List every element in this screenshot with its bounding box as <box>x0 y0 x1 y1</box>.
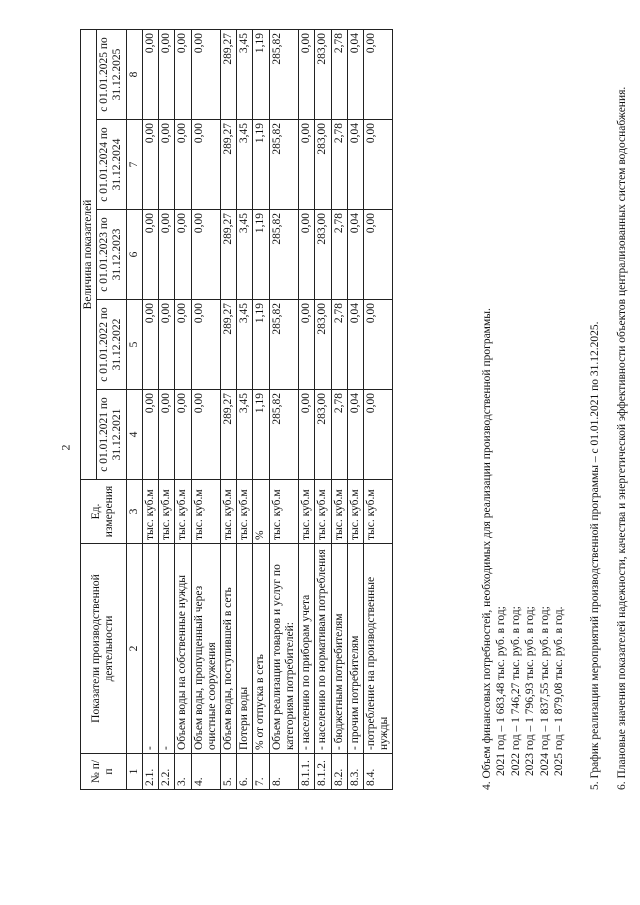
row-value: 0,00 <box>142 30 158 120</box>
row-value: 1,19 <box>253 300 269 390</box>
row-value: 0,00 <box>159 300 175 390</box>
row-value: 0,00 <box>363 30 392 120</box>
row-value: 0,00 <box>191 120 220 210</box>
row-number: 8.4. <box>363 754 392 790</box>
row-value: 285,82 <box>269 30 298 120</box>
row-unit: тыс. куб.м <box>159 480 175 544</box>
row-unit: тыс. куб.м <box>142 480 158 544</box>
table-row <box>363 30 392 790</box>
row-value: 1,19 <box>253 210 269 300</box>
row-number: 6. <box>237 754 253 790</box>
row-value: 3,45 <box>237 120 253 210</box>
row-value: 283,00 <box>315 30 331 120</box>
table-row <box>299 30 315 790</box>
row-value: 285,82 <box>269 120 298 210</box>
header-period: с 01.01.2025 по 31.12.2025 <box>97 30 126 120</box>
row-indicator: -потребление на производственные нужды <box>363 544 392 754</box>
row-indicator: Объем воды, пропущенный через очистные сооружения <box>191 544 220 754</box>
row-indicator: Объем реализации товаров и услуг по категориям потребителей: <box>269 544 298 754</box>
row-value: 2,78 <box>331 120 347 210</box>
row-number: 7. <box>253 754 269 790</box>
row-unit: тыс. куб.м <box>331 480 347 544</box>
row-number: 8.2. <box>331 754 347 790</box>
header-indicator: Показатели производственной деятельности <box>81 544 127 754</box>
col-number: 7 <box>126 120 142 210</box>
row-value: 0,00 <box>299 390 315 480</box>
row-unit: тыс. куб.м <box>363 480 392 544</box>
row-value: 0,00 <box>299 30 315 120</box>
row-value: 0,00 <box>191 210 220 300</box>
row-value: 285,82 <box>269 390 298 480</box>
row-indicator: Объем воды, поступившей в сеть <box>220 544 236 754</box>
header-period: с 01.01.2022 по 31.12.2022 <box>97 300 126 390</box>
row-value: 1,19 <box>253 30 269 120</box>
row-value: 3,45 <box>237 210 253 300</box>
row-value: 0,00 <box>159 210 175 300</box>
financing-line: 2024 год – 1 837,55 тыс. руб. в год; <box>538 606 551 776</box>
row-number: 2.2. <box>159 754 175 790</box>
section-4-title: 4. Объем финансовых потребностей, необходимых для реализации производственной программы. <box>481 308 493 790</box>
row-value: 0,04 <box>347 390 363 480</box>
row-value: 0,04 <box>347 120 363 210</box>
row-value: 0,00 <box>299 300 315 390</box>
section-5: 5. График реализации мероприятий производственной программы – с 01.01.2021 по 31.12.2025. <box>589 321 601 790</box>
table-row <box>159 30 175 790</box>
row-value: 0,00 <box>299 120 315 210</box>
row-value: 0,00 <box>363 300 392 390</box>
row-number: 8. <box>269 754 298 790</box>
col-number: 3 <box>126 480 142 544</box>
row-unit: % <box>253 480 269 544</box>
row-unit: тыс. куб.м <box>220 480 236 544</box>
row-number: 8.3. <box>347 754 363 790</box>
row-value: 0,04 <box>347 210 363 300</box>
row-value: 2,78 <box>331 210 347 300</box>
row-value: 3,45 <box>237 300 253 390</box>
row-value: 283,00 <box>315 300 331 390</box>
row-unit: тыс. куб.м <box>237 480 253 544</box>
col-number: 2 <box>126 544 142 754</box>
row-number: 4. <box>191 754 220 790</box>
page-number: 2 <box>58 444 73 451</box>
row-number: 8.1.1. <box>299 754 315 790</box>
row-value: 0,00 <box>191 390 220 480</box>
row-value: 0,00 <box>142 300 158 390</box>
row-indicator: - прочим потребителям <box>347 544 363 754</box>
row-number: 3. <box>175 754 191 790</box>
row-value: 285,82 <box>269 210 298 300</box>
row-indicator: Потери воды <box>237 544 253 754</box>
row-indicator: - <box>142 544 158 754</box>
row-indicator: % от отпуска в сеть <box>253 544 269 754</box>
row-unit: тыс. куб.м <box>269 480 298 544</box>
row-value: 0,00 <box>363 120 392 210</box>
financing-line: 2025 год – 1 879,08 тыс. руб. в год. <box>552 606 565 776</box>
table-row <box>142 30 158 790</box>
row-value: 0,00 <box>299 210 315 300</box>
row-value: 0,00 <box>175 210 191 300</box>
row-value: 0,00 <box>175 120 191 210</box>
row-value: 283,00 <box>315 390 331 480</box>
row-value: 0,00 <box>175 30 191 120</box>
row-value: 2,78 <box>331 300 347 390</box>
row-unit: тыс. куб.м <box>347 480 363 544</box>
col-number: 4 <box>126 390 142 480</box>
table-row <box>175 30 191 790</box>
indicators-table <box>80 29 393 790</box>
row-value: 0,00 <box>159 120 175 210</box>
row-value: 0,00 <box>142 210 158 300</box>
row-value: 289,27 <box>220 390 236 480</box>
row-value: 3,45 <box>237 390 253 480</box>
table-row <box>269 30 298 790</box>
row-value: 2,78 <box>331 390 347 480</box>
row-value: 289,27 <box>220 30 236 120</box>
col-number: 1 <box>126 754 142 790</box>
row-value: 285,82 <box>269 300 298 390</box>
row-value: 0,00 <box>191 30 220 120</box>
financing-line: 2021 год – 1 683,48 тыс. руб. в год; <box>495 606 508 776</box>
row-number: 8.1.2. <box>315 754 331 790</box>
row-value: 1,19 <box>253 120 269 210</box>
section-6: 6. Плановые значения показателей надежности, качества и энергетической эффективности объектов централизованных систем водоснабжения. <box>616 86 628 790</box>
header-unit: Ед. измерения <box>81 480 127 544</box>
row-value: 0,00 <box>142 120 158 210</box>
row-value: 0,00 <box>191 300 220 390</box>
table-row <box>220 30 236 790</box>
table-row <box>347 30 363 790</box>
row-indicator: - населению по приборам учета <box>299 544 315 754</box>
header-period: с 01.01.2023 по 31.12.2023 <box>97 210 126 300</box>
header-period: с 01.01.2024 по 31.12.2024 <box>97 120 126 210</box>
header-values-group: Величина показателей <box>81 30 97 480</box>
row-value: 283,00 <box>315 120 331 210</box>
table-row <box>191 30 220 790</box>
col-number: 5 <box>126 300 142 390</box>
row-value: 0,00 <box>159 390 175 480</box>
section-4 <box>480 50 566 790</box>
row-value: 0,04 <box>347 300 363 390</box>
row-unit: тыс. куб.м <box>315 480 331 544</box>
row-indicator: Объем воды на собственные нужды <box>175 544 191 754</box>
row-value: 0,00 <box>175 300 191 390</box>
rotated-page-content <box>80 30 640 830</box>
header-period: с 01.01.2021 по 31.12.2021 <box>97 390 126 480</box>
row-number: 5. <box>220 754 236 790</box>
row-value: 3,45 <box>237 30 253 120</box>
row-value: 2,78 <box>331 30 347 120</box>
header-num: № п/п <box>81 754 127 790</box>
row-value: 289,27 <box>220 210 236 300</box>
row-value: 289,27 <box>220 300 236 390</box>
row-indicator: - населению по нормативам потребления <box>315 544 331 754</box>
financing-line: 2023 год – 1 796,93 тыс. руб. в год; <box>524 606 537 776</box>
row-value: 0,04 <box>347 30 363 120</box>
row-value: 0,00 <box>363 210 392 300</box>
row-value: 1,19 <box>253 390 269 480</box>
table-row <box>315 30 331 790</box>
row-indicator: - <box>159 544 175 754</box>
table-row <box>237 30 253 790</box>
row-value: 283,00 <box>315 210 331 300</box>
row-value: 289,27 <box>220 120 236 210</box>
row-value: 0,00 <box>142 390 158 480</box>
row-unit: тыс. куб.м <box>175 480 191 544</box>
row-value: 0,00 <box>159 30 175 120</box>
row-unit: тыс. куб.м <box>191 480 220 544</box>
col-number: 6 <box>126 210 142 300</box>
table-body <box>142 30 393 790</box>
table-row <box>253 30 269 790</box>
row-unit: тыс. куб.м <box>299 480 315 544</box>
row-value: 0,00 <box>363 390 392 480</box>
row-value: 0,00 <box>175 390 191 480</box>
row-number: 2.1. <box>142 754 158 790</box>
col-number: 8 <box>126 30 142 120</box>
financing-line: 2022 год – 1 746,27 тыс. руб. в год; <box>509 606 522 776</box>
row-indicator: - бюджетным потребителям <box>331 544 347 754</box>
table-row <box>331 30 347 790</box>
